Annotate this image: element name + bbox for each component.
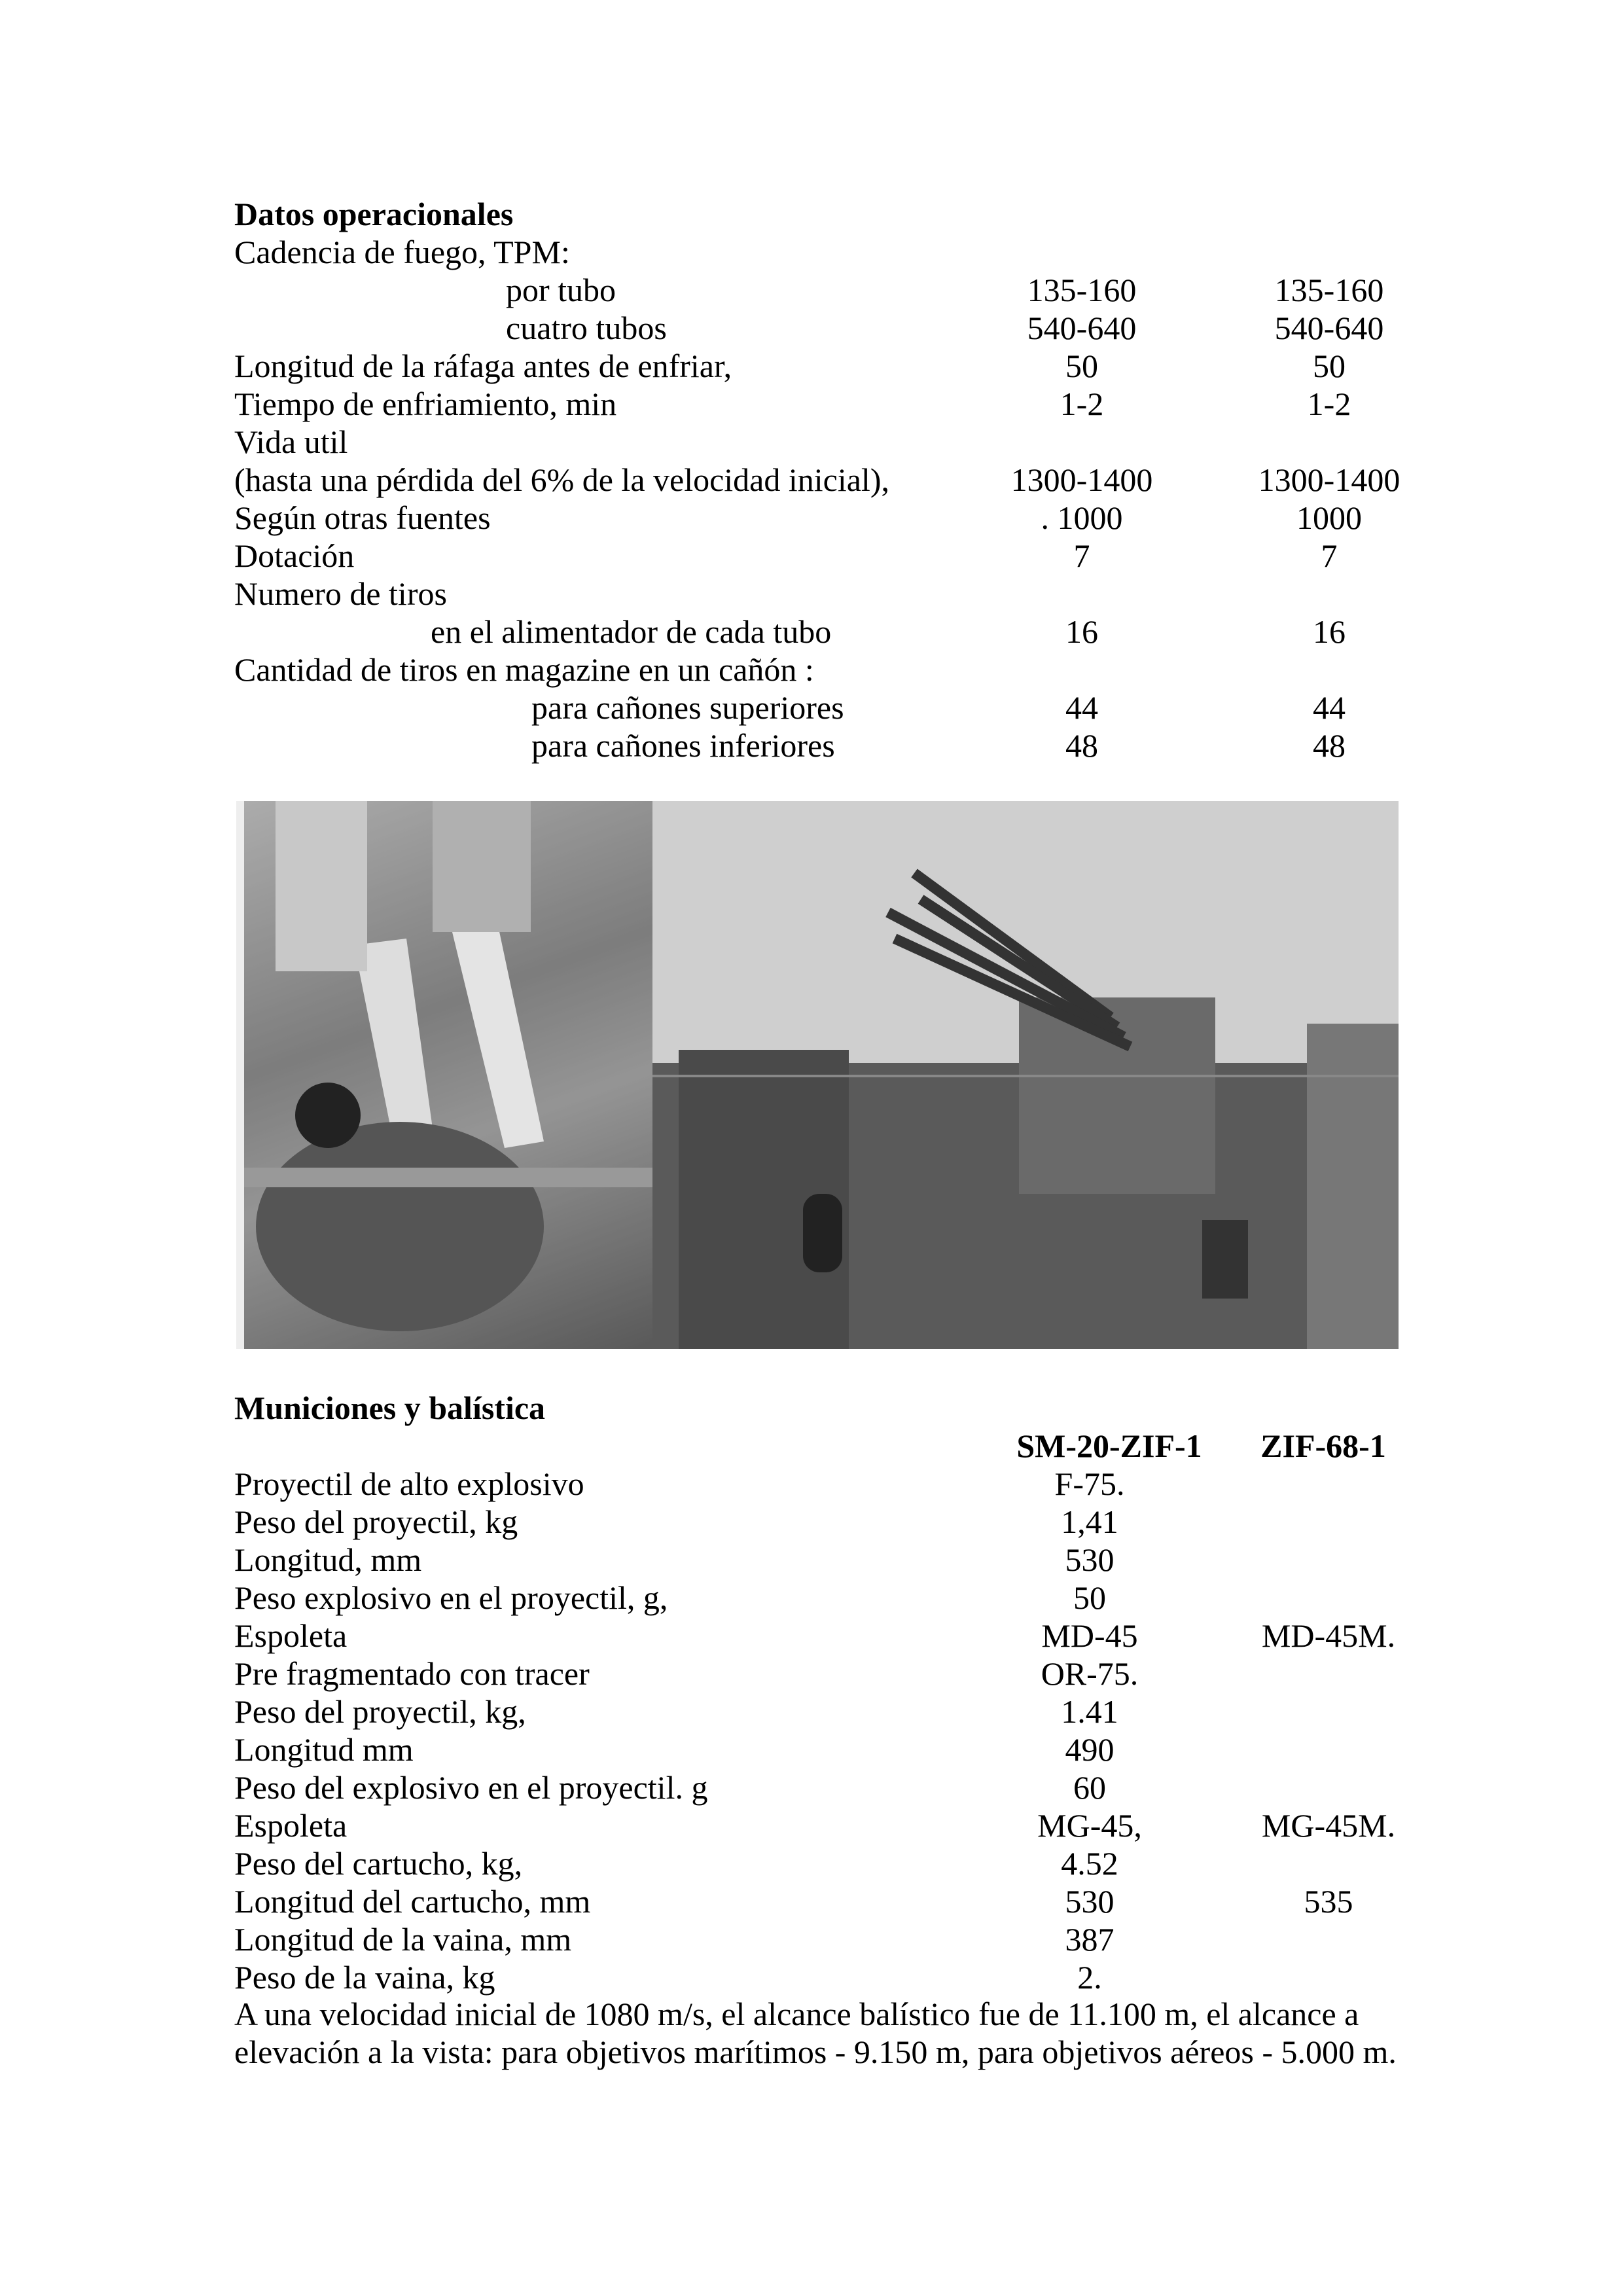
column-header-zif-68-1: ZIF-68-1	[1260, 1427, 1386, 1464]
table-row	[234, 1806, 1478, 1844]
column-header-sm-20-zif-1: SM-20-ZIF-1	[1016, 1427, 1202, 1464]
row-label: Cantidad de tiros en magazine en un cañón :	[234, 651, 814, 688]
value-sm-20-zif-1: 4.52	[1061, 1845, 1118, 1882]
table-row	[234, 385, 1478, 423]
value-column-1: 48	[1065, 727, 1098, 764]
value-column-1: 1300-1400	[1010, 461, 1153, 498]
value-column-2: 1300-1400	[1258, 461, 1400, 498]
value-column-2: 7	[1321, 537, 1338, 574]
row-label: Espoleta	[234, 1807, 348, 1844]
table-row	[234, 726, 1478, 764]
gun-mount-interior-photo	[236, 801, 652, 1349]
table-row	[234, 1958, 1478, 1996]
value-column-1: 540-640	[1027, 310, 1137, 346]
row-label: Longitud, mm	[234, 1541, 422, 1578]
table-row	[234, 423, 1478, 461]
row-label: Longitud de la ráfaga antes de enfriar,	[234, 348, 732, 384]
value-column-2: 44	[1313, 689, 1346, 726]
value-sm-20-zif-1: 2.	[1077, 1959, 1102, 1996]
value-column-2: 1000	[1296, 499, 1362, 536]
value-sm-20-zif-1: F-75.	[1054, 1465, 1125, 1502]
table-row	[234, 1541, 1478, 1579]
value-column-1: 44	[1065, 689, 1098, 726]
row-label: Proyectil de alto explosivo	[234, 1465, 584, 1502]
table-row	[234, 537, 1478, 575]
table-row	[234, 1768, 1478, 1806]
value-sm-20-zif-1: MD-45	[1041, 1617, 1138, 1654]
table-row	[234, 1844, 1478, 1882]
row-label: Longitud del cartucho, mm	[234, 1883, 591, 1920]
section-heading: Datos operacionales	[234, 196, 514, 232]
value-sm-20-zif-1: 387	[1065, 1921, 1115, 1958]
value-column-2: 1-2	[1307, 386, 1351, 422]
row-label: Tiempo de enfriamiento, min	[234, 386, 617, 422]
table-row	[234, 347, 1478, 385]
row-label: Peso del proyectil, kg,	[234, 1693, 526, 1730]
operational-data-section	[234, 195, 1478, 764]
value-sm-20-zif-1: OR-75.	[1041, 1655, 1139, 1692]
operational-table	[234, 233, 1478, 764]
table-row	[234, 233, 1478, 271]
table-row	[234, 651, 1478, 689]
table-row	[234, 689, 1478, 726]
table-row	[234, 309, 1478, 347]
value-sm-20-zif-1: 490	[1065, 1731, 1115, 1768]
value-sm-20-zif-1: 60	[1073, 1769, 1106, 1806]
table-row	[234, 1579, 1478, 1617]
value-column-2: 50	[1313, 348, 1346, 384]
table-row	[234, 271, 1478, 309]
table-row	[234, 1920, 1478, 1958]
row-label: cuatro tubos	[506, 310, 667, 346]
column-header-row	[234, 1427, 1478, 1465]
table-row	[234, 1465, 1478, 1503]
value-zif-68-1: MD-45M.	[1261, 1617, 1396, 1654]
value-sm-20-zif-1: 50	[1073, 1579, 1106, 1616]
row-label: Vida util	[234, 423, 348, 460]
value-sm-20-zif-1: MG-45,	[1037, 1807, 1142, 1844]
value-column-1: 50	[1065, 348, 1098, 384]
value-column-2: 48	[1313, 727, 1346, 764]
row-label: Según otras fuentes	[234, 499, 491, 536]
ammunition-section	[234, 1389, 1478, 1996]
value-column-1: 135-160	[1027, 272, 1137, 308]
row-label: Cadencia de fuego, TPM:	[234, 234, 570, 270]
table-row	[234, 1655, 1478, 1693]
row-label: (hasta una pérdida del 6% de la velocidad inicial),	[234, 461, 889, 498]
table-row	[234, 1731, 1478, 1768]
table-row	[234, 461, 1478, 499]
row-label: Peso del explosivo en el proyectil. g	[234, 1769, 708, 1806]
row-label: para cañones inferiores	[531, 727, 835, 764]
value-zif-68-1: MG-45M.	[1261, 1807, 1396, 1844]
section-heading: Municiones y balística	[234, 1390, 546, 1426]
ammunition-table	[234, 1465, 1478, 1996]
value-sm-20-zif-1: 530	[1065, 1883, 1115, 1920]
table-row	[234, 613, 1478, 651]
twin-gun-ship-photo	[652, 801, 1399, 1349]
value-sm-20-zif-1: 1,41	[1061, 1503, 1118, 1540]
row-label: Longitud mm	[234, 1731, 414, 1768]
row-label: Longitud de la vaina, mm	[234, 1921, 572, 1958]
value-sm-20-zif-1: 1.41	[1061, 1693, 1118, 1730]
value-column-1: 7	[1073, 537, 1090, 574]
table-row	[234, 1882, 1478, 1920]
table-row	[234, 1617, 1478, 1655]
row-label: Peso del proyectil, kg	[234, 1503, 518, 1540]
row-label: Peso de la vaina, kg	[234, 1959, 495, 1996]
table-row	[234, 1693, 1478, 1731]
value-column-2: 135-160	[1274, 272, 1384, 308]
value-column-2: 540-640	[1274, 310, 1384, 346]
value-column-1: 1-2	[1060, 386, 1104, 422]
value-sm-20-zif-1: 530	[1065, 1541, 1115, 1578]
row-label: Pre fragmentado con tracer	[234, 1655, 590, 1692]
value-column-2: 16	[1313, 613, 1346, 650]
ballistics-paragraph: A una velocidad inicial de 1080 m/s, el alcance balístico fue de 11.100 m, el alcance a elevación a la vista: para objetivos marítimos - 9.150 m, para objetivos aéreos - 5.000 m.	[234, 1996, 1397, 2070]
row-label: Numero de tiros	[234, 575, 447, 612]
row-label: Peso del cartucho, kg,	[234, 1845, 523, 1882]
row-label: en el alimentador de cada tubo	[431, 613, 832, 650]
table-row	[234, 1503, 1478, 1541]
value-column-1: . 1000	[1041, 499, 1123, 536]
table-row	[234, 575, 1478, 613]
value-column-1: 16	[1065, 613, 1098, 650]
row-label: Dotación	[234, 537, 355, 574]
row-label: Peso explosivo en el proyectil, g,	[234, 1579, 668, 1616]
table-row	[234, 499, 1478, 537]
row-label: Espoleta	[234, 1617, 348, 1654]
row-label: por tubo	[506, 272, 616, 308]
row-label: para cañones superiores	[531, 689, 844, 726]
value-zif-68-1: 535	[1304, 1883, 1353, 1920]
